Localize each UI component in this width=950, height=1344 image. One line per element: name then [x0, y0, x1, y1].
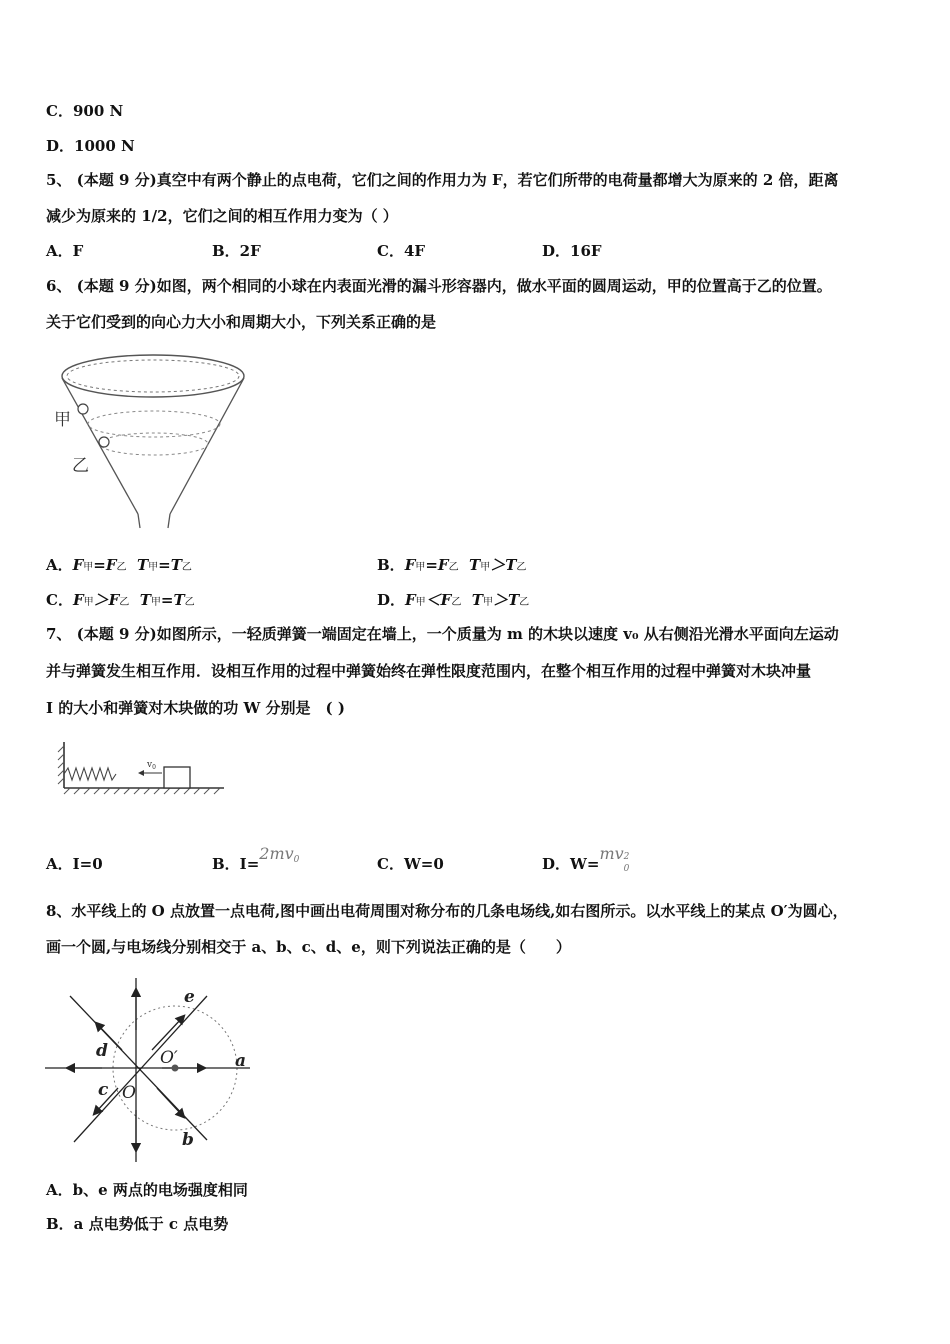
q8-option-b: B．a 点电势低于 c 点电势: [46, 1215, 229, 1233]
q8-stem-line1: 8、水平线上的 O 点放置一点电荷,图中画出电荷周围对称分布的几条电场线,如右图所示。以水平线上的某点 O′为圆心，: [46, 902, 848, 920]
label-jia: 甲: [54, 410, 71, 430]
option-d-1000n: D．1000 N: [46, 137, 135, 155]
q5-stem-line1: 5、 (本题 9 分)真空中有两个静止的点电荷，它们之间的作用力为 F，若它们所带的电荷量都增大为原来的 2 倍，距离: [46, 171, 839, 189]
q7-option-d: D．W=mv 2 0: [542, 844, 630, 874]
svg-text:e: e: [184, 987, 195, 1007]
q6-stem-line2: 关于它们受到的向心力大小和周期大小，下列关系正确的是: [46, 313, 437, 331]
ball-yi: [99, 437, 109, 447]
q6-option-b: B．F甲=F乙 T甲＞T乙: [377, 556, 527, 574]
svg-text:b: b: [182, 1130, 194, 1150]
svg-text:v0: $v_0$: [147, 760, 156, 771]
q7-stem-line2: 并与弹簧发生相互作用．设相互作用的过程中弹簧始终在弹性限度范围内，在整个相互作用的过程中弹簧对木块冲量: [46, 662, 812, 680]
q7-option-c: C．W=0: [377, 855, 444, 873]
q7-option-b: B．I=2mv0: [212, 844, 300, 873]
velocity-arrow: [138, 770, 144, 776]
svg-text:O: O: [122, 1083, 136, 1103]
q8-option-a: A．b、e 两点的电场强度相同: [46, 1181, 248, 1199]
funnel-figure: [48, 346, 258, 531]
q5-stem-line2: 减少为原来的 1/2，它们之间的相互作用力变为（ ）: [46, 207, 398, 225]
svg-text:a: a: [235, 1051, 247, 1071]
q7-stem-line3: I 的大小和弹簧对木块做的功 W 分别是 ( ): [46, 699, 345, 717]
q6-option-c: C．F甲＞F乙 T甲=T乙: [46, 591, 195, 609]
q5-option-b: B．2F: [212, 242, 261, 260]
svg-text:c: c: [98, 1080, 109, 1100]
electric-field-figure: [42, 970, 257, 1165]
q5-option-d: D．16F: [542, 242, 602, 260]
spring-block-figure: [50, 736, 245, 808]
svg-text:O′: O′: [160, 1048, 178, 1068]
label-yi: 乙: [72, 456, 89, 476]
ball-jia: [78, 404, 88, 414]
svg-text:d: d: [96, 1041, 108, 1061]
q7-stem-line1: 7、 (本题 9 分)如图所示，一轻质弹簧一端固定在墙上，一个质量为 m 的木块以速度 v₀ 从右侧沿光滑水平面向左运动: [46, 625, 839, 643]
q6-stem-line1: 6、 (本题 9 分)如图，两个相同的小球在内表面光滑的漏斗形容器内，做水平面的圆周运动，甲的位置高于乙的位置。: [46, 277, 832, 295]
q5-option-c: C．4F: [377, 242, 426, 260]
q6-option-d: D．F甲＜F乙 T甲＞T乙: [377, 591, 530, 609]
q8-stem-line2: 画一个圆,与电场线分别相交于 a、b、c、d、e，则下列说法正确的是（ ）: [46, 938, 571, 956]
option-c-900n: C．900 N: [46, 102, 124, 120]
spring: [64, 768, 116, 780]
block: [164, 767, 190, 788]
q6-option-a: A．F甲=F乙 T甲=T乙: [46, 556, 192, 574]
q5-option-a: A．F: [46, 242, 84, 260]
q7-option-a: A．I=0: [46, 855, 103, 873]
